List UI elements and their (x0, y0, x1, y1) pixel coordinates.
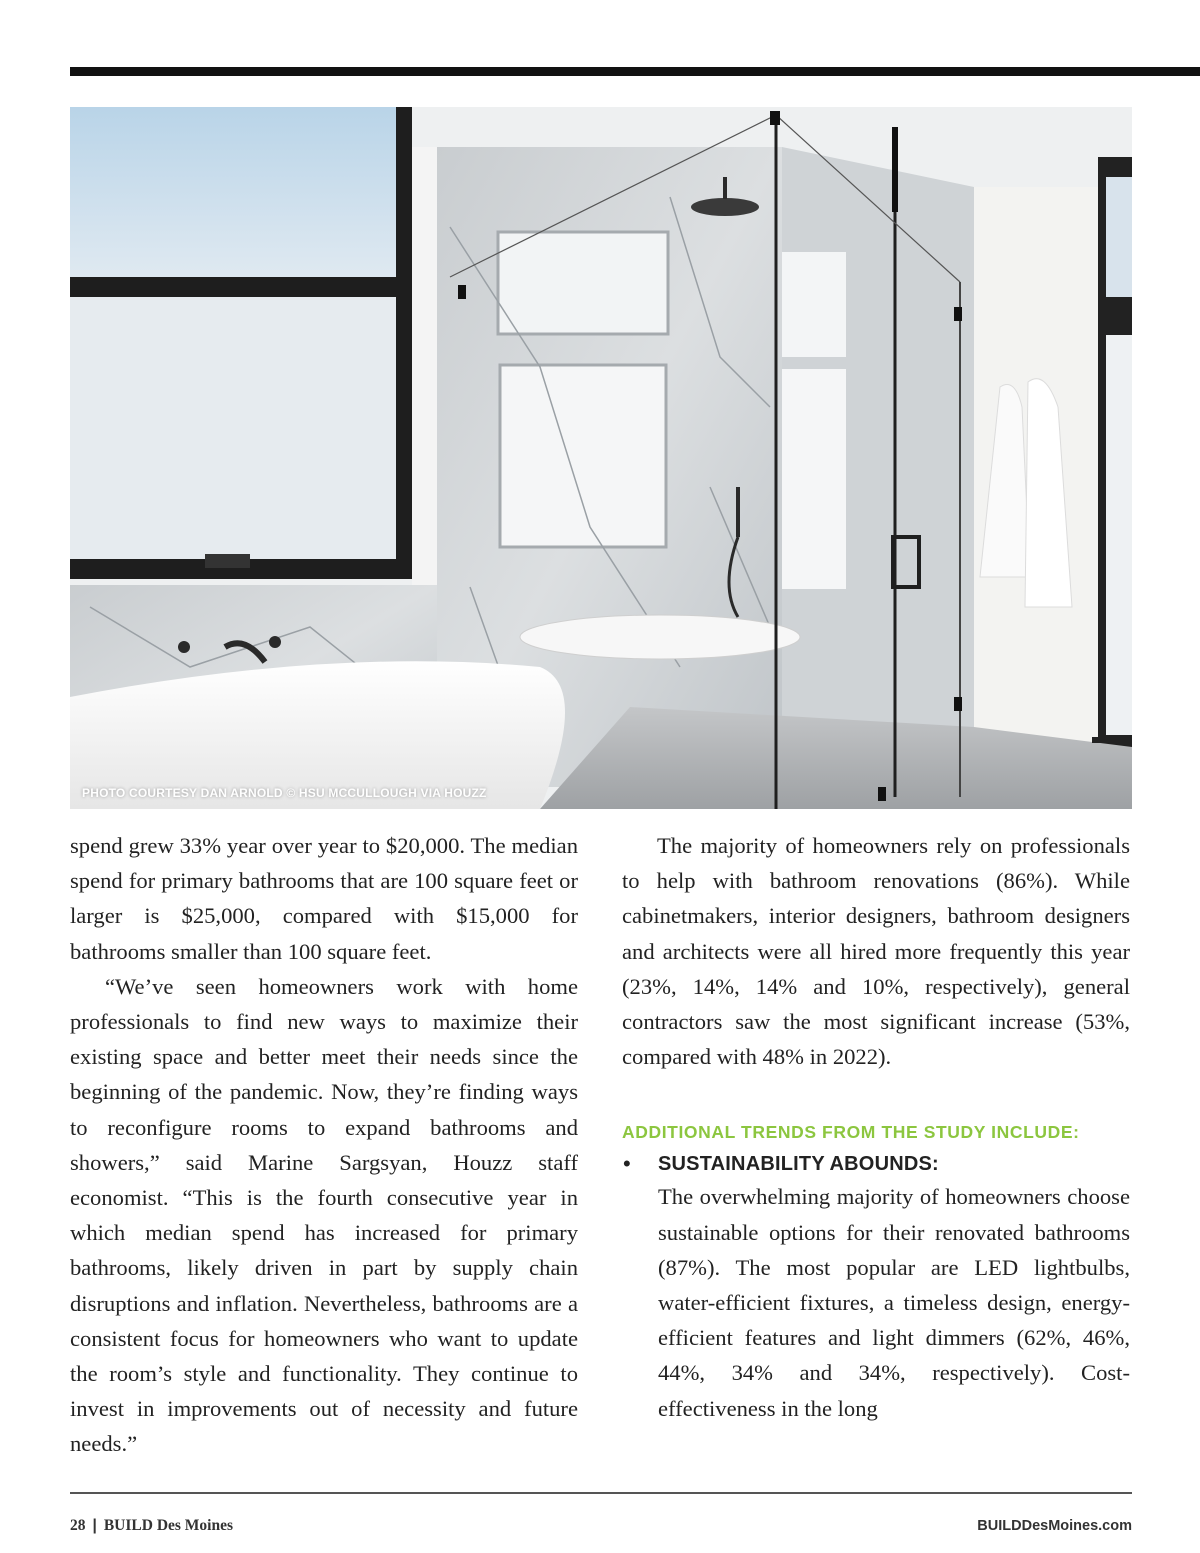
body-paragraph: “We’ve seen homeowners work with home professionals to find new ways to maximize their existing space and better meet their needs since the beginning of the pandemic. Now, they’re finding ways to reconfigure rooms to expand bathrooms and showers,” said Marine Sargsyan, Houzz staff economist. “This is the fourth consecutive year in which median spend has increased for primary bathrooms, likely driven in part by supply chain disruptions and inflation. Nevertheless, bathrooms are a consistent focus for homeowners who want to update the room’s style and functionality. They continue to invest in improvements out of necessity and future needs.” (70, 973, 578, 1457)
bathroom-photo (70, 107, 1132, 809)
page-number: 28 (70, 1517, 86, 1534)
bullet-title: SUSTAINABILITY ABOUNDS: (658, 1153, 939, 1176)
bathroom-illustration (70, 107, 1132, 809)
body-paragraph: The majority of homeowners rely on professionals to help with bathroom renovations (86%). While cabinetmakers, interior designers, bathroom designers and architects were all hired more frequently this year (23%, 14%, 14% and 10%, respectively), general contractors saw the most significant increase (53%, compared with 48% in 2022). (622, 833, 1130, 1070)
body-paragraph: spend grew 33% year over year to $20,000. The median spend for primary bathrooms that are 100 square feet or larger is $25,000, compared with $15,000 for bathrooms smaller than 100 square feet. (70, 833, 578, 964)
section-heading: ADDITIONAL TRENDS FROM THE STUDY INCLUDE: (622, 1122, 1080, 1143)
bullet-item (622, 1149, 1130, 1425)
publication-name: BUILD Des Moines (103, 1517, 234, 1534)
footer-rule (70, 1492, 1132, 1494)
bullet-marker: • (623, 1151, 631, 1177)
top-rule (70, 67, 1200, 76)
right-column (622, 828, 1130, 1426)
bullet-body: The overwhelming majority of homeowners choose sustainable options for their renovated bathrooms (87%). The most popular are LED lightbulbs, water-efficient fixtures, a timeless design, energy-efficient features and light dimmers (62%, 46%, 44%, 34% and 34%, respectively). Cost-effectiveness in the long (658, 1184, 1130, 1421)
footer-separator: | (92, 1517, 97, 1534)
website-link[interactable]: BUILDDesMoines.com (977, 1518, 1132, 1534)
photo-credit: PHOTO COURTESY DAN ARNOLD © HSU MCCULLOUGH VIA HOUZZ (82, 786, 487, 800)
footer-folio (70, 1517, 233, 1535)
left-column (70, 828, 578, 1462)
